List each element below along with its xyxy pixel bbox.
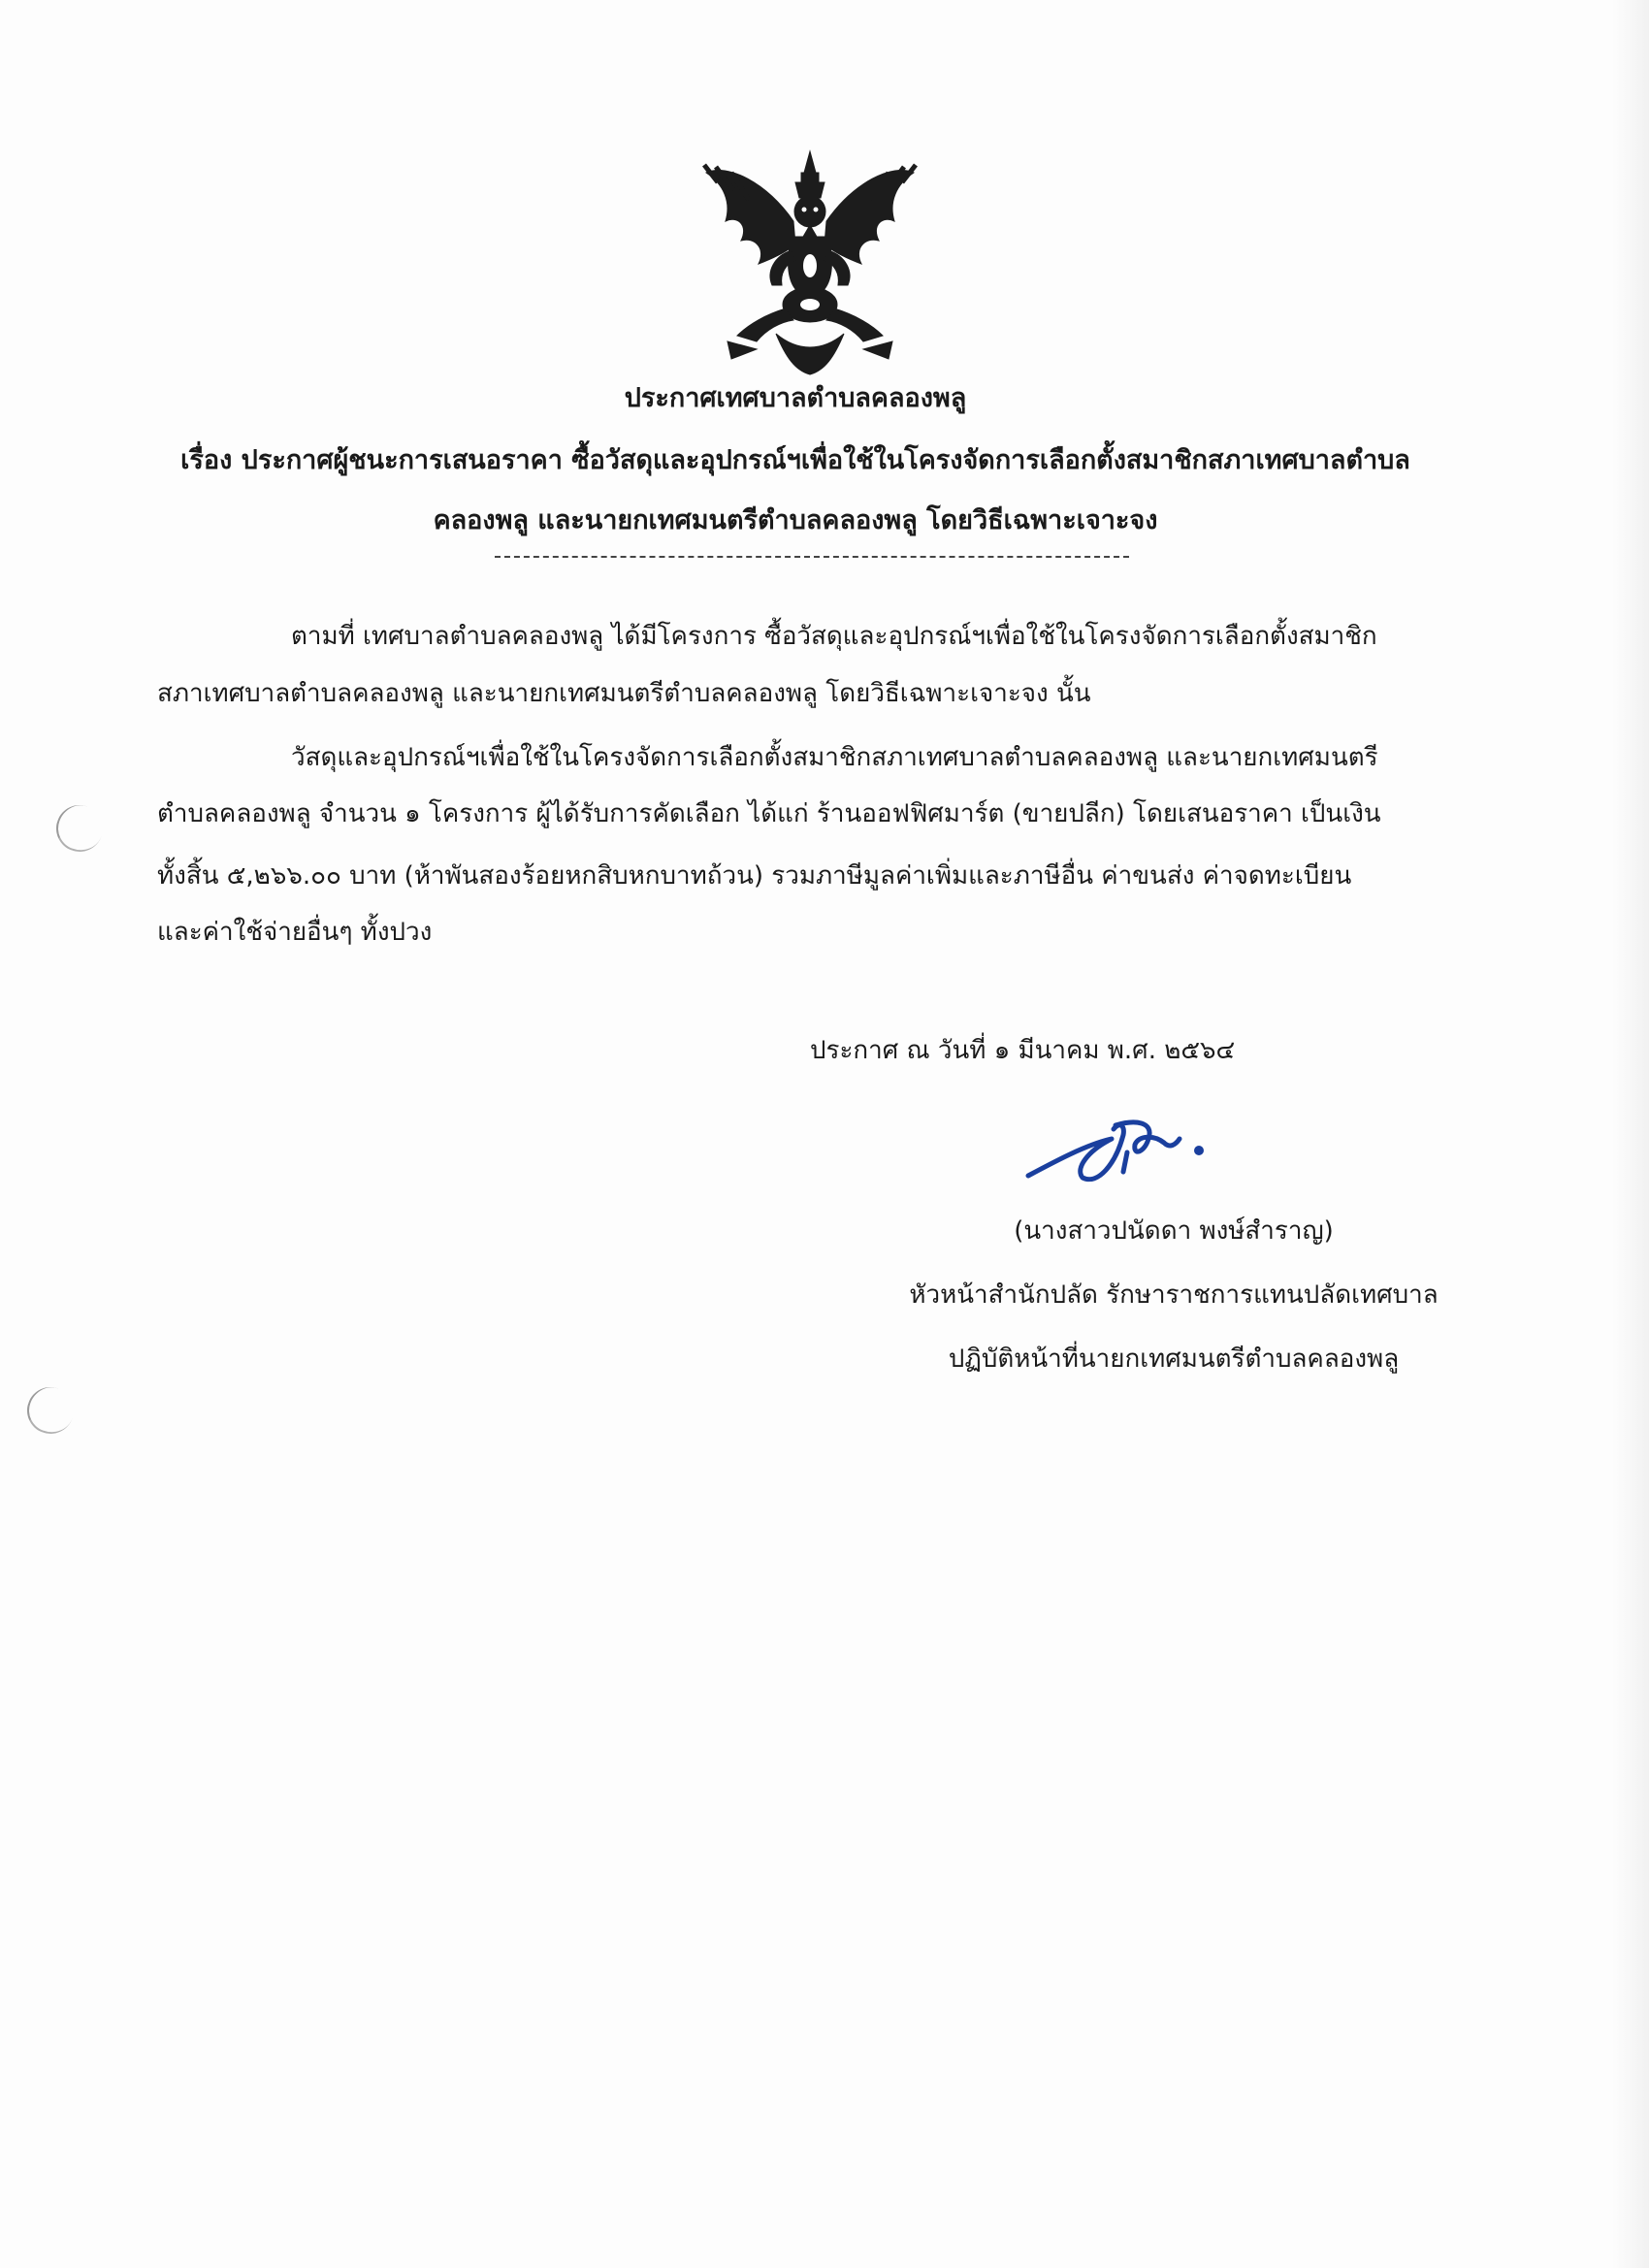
signatory-name: (นางสาวปนัดดา พงษ์สำราญ) [1014, 1216, 1334, 1246]
paragraph-2-line-4: และค่าใช้จ่ายอื่นๆ ทั้งปวง [157, 918, 433, 947]
paragraph-2-line-3: ทั้งสิ้น ๕,๒๖๖.๐๐ บาท (ห้าพันสองร้อยหกสิบหกบาทถ้วน) รวมภาษีมูลค่าเพิ่มและภาษีอื่น ค่าขนส่ง ค่าจดทะเบียน [157, 861, 1352, 891]
paragraph-2-line-1: วัสดุและอุปกรณ์ฯเพื่อใช้ในโครงจัดการเลือกตั้งสมาชิกสภาเทศบาลตำบลคลองพลู และนายกเทศมนตรี [291, 743, 1378, 772]
paragraph-1-line-2: สภาเทศบาลตำบลคลองพลู และนายกเทศมนตรีตำบลคลองพลู โดยวิธีเฉพาะเจาะจง นั้น [157, 679, 1091, 708]
announcement-title: ประกาศเทศบาลตำบลคลองพลู [624, 383, 967, 413]
scan-edge-shadow [1612, 0, 1649, 2268]
handwritten-signature [1018, 1096, 1222, 1203]
announcement-date: ประกาศ ณ วันที่ ๑ มีนาคม พ.ศ. ๒๕๖๔ [810, 1036, 1236, 1065]
punch-hole-mark [49, 798, 110, 859]
subject-line-2: คลองพลู และนายกเทศมนตรีตำบลคลองพลู โดยวิธีเฉพาะเจาะจง [433, 505, 1158, 535]
separator-line [495, 556, 1129, 558]
garuda-emblem-icon [698, 144, 922, 376]
signatory-position-line-2: ปฏิบัติหน้าที่นายกเทศมนตรีตำบลคลองพลู [948, 1345, 1400, 1374]
paragraph-2-line-2: ตำบลคลองพลู จำนวน ๑ โครงการ ผู้ได้รับการคัดเลือก ได้แก่ ร้านออฟฟิศมาร์ต (ขายปลีก) โดยเสนอราคา เป็นเงิน [157, 799, 1381, 828]
signatory-position-line-1: หัวหน้าสำนักปลัด รักษาราชการแทนปลัดเทศบาล [909, 1280, 1439, 1310]
punch-hole-mark [20, 1380, 81, 1441]
paragraph-1-line-1: ตามที่ เทศบาลตำบลคลองพลู ได้มีโครงการ ซื้อวัสดุและอุปกรณ์ฯเพื่อใช้ในโครงจัดการเลือกตั้งสมาชิก [291, 622, 1377, 651]
subject-line-1: เรื่อง ประกาศผู้ชนะการเสนอราคา ซื้อวัสดุและอุปกรณ์ฯเพื่อใช้ในโครงจัดการเลือกตั้งสมาชิกสภาเทศบาลตำบล [180, 445, 1410, 475]
